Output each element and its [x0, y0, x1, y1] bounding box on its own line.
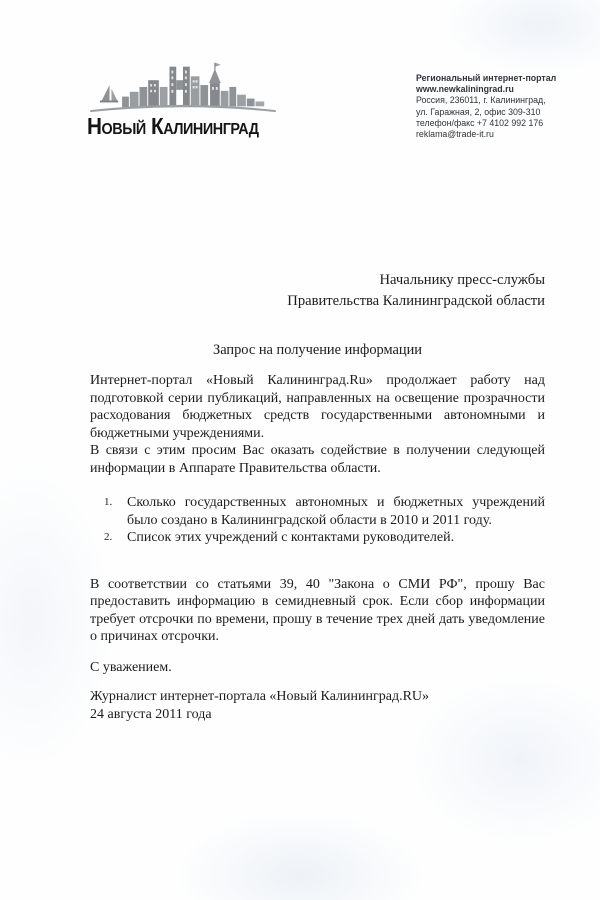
- addressee-block: [90, 270, 545, 312]
- sender-phone: телефон/факс +7 4102 992 176: [416, 117, 544, 128]
- sender-type-label: Региональный интернет-портал: [416, 73, 557, 83]
- sender-address-line1: Россия, 236011, г. Калининград,: [416, 95, 546, 106]
- date-line: 24 августа 2011 года: [90, 706, 212, 722]
- addressee-line1: Начальнику пресс-службы: [379, 272, 545, 288]
- logo-title: Новый Калининград: [87, 113, 259, 139]
- sender-email: reklama@trade-it.ru: [416, 129, 494, 140]
- portal-logo: [87, 57, 282, 140]
- sender-website: www.newkaliningrad.ru: [416, 84, 514, 95]
- paragraph-2: В связи с этим просим Вас оказать содействие в получении следующей информации в Аппарате Правительства области.: [90, 443, 545, 476]
- list-item-2: [90, 529, 545, 547]
- city-skyline-icon: [87, 57, 279, 115]
- paragraph-1: Интернет-портал «Новый Калининград.Ru» продолжает работу над подготовкой серии публикаций, направленных на освещение прозрачности расходования бюджетных средств государственными автономными и бюджетными учреждениями.: [90, 373, 545, 441]
- list-item-1-number: 1.: [104, 496, 113, 508]
- addressee-line2: Правительства Калининградской области: [287, 293, 545, 309]
- sender-contact-block: [416, 73, 586, 140]
- list-item-2-number: 2.: [104, 531, 113, 543]
- paragraph-3: В соответствии со статьями 39, 40 "Закона о СМИ РФ", прошу Вас предоставить информацию в семидневный срок. Если сбор информации требует отсрочки по времени, прошу в течение трех дней дать уведомление о причинах отсрочки.: [90, 576, 545, 644]
- closing-regards: С уважением.: [90, 659, 172, 675]
- list-item-1: [90, 494, 545, 529]
- sender-address-line2: ул. Гаражная, 2, офис 309-310: [416, 106, 541, 117]
- list-item-2-text: Список этих учреждений с контактами руководителей.: [127, 530, 455, 545]
- letter-subject: Запрос на получение информации: [212, 342, 423, 358]
- signature-line: Журналист интернет-портала «Новый Калининград.RU»: [90, 689, 430, 704]
- letter-body: [90, 372, 545, 723]
- list-item-1-text: Сколько государственных автономных и бюджетных учреждений было создано в Калининградской области в 2010 и 2011 году.: [127, 495, 545, 528]
- numbered-list: [90, 494, 545, 547]
